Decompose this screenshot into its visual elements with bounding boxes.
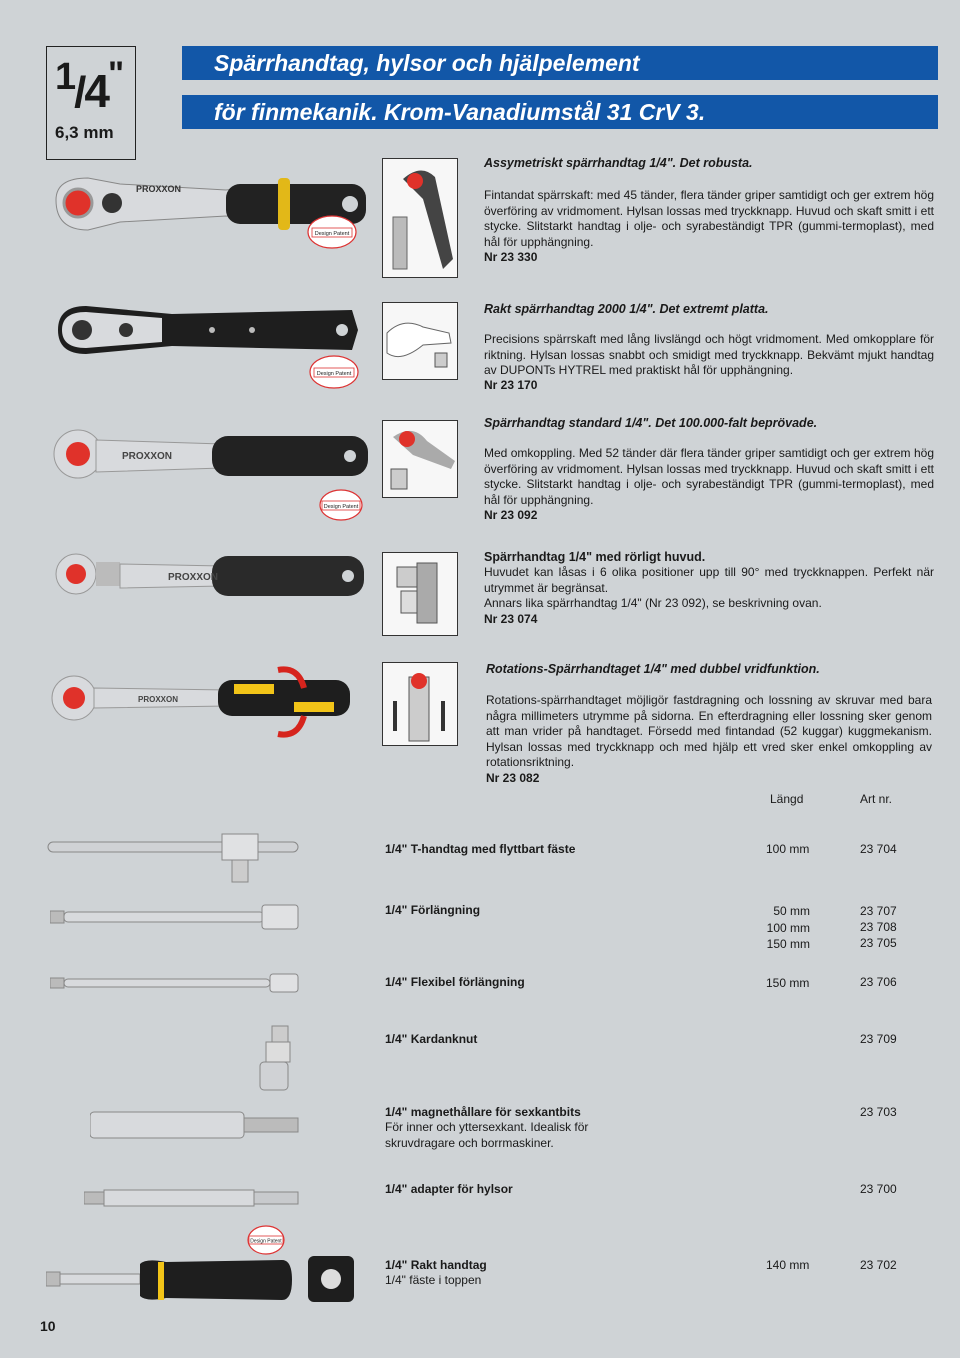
- row-4-name: 1/4" Kardanknut: [385, 1032, 478, 1046]
- row-4-art: 23 709: [860, 1032, 897, 1046]
- inset-photo-3: [382, 420, 458, 498]
- ratchet-standard-image: [52, 424, 372, 492]
- product-5-title: Rotations-Spärrhandtaget 1/4" med dubbel vridfunktion.: [486, 662, 820, 676]
- row-2-length-3: 150 mm: [766, 937, 810, 951]
- product-2-nr: Nr 23 170: [484, 378, 538, 392]
- row-2-name: 1/4" Förlängning: [385, 903, 481, 917]
- row-2-art-2: 23 708: [860, 920, 897, 934]
- product-4-nr: Nr 23 074: [484, 612, 538, 626]
- size-fraction: [55, 55, 122, 118]
- design-patent-badge-4: [246, 1224, 286, 1256]
- ratchet-flexhead-image: [52, 548, 368, 604]
- row-2-art-1: 23 707: [860, 904, 897, 918]
- adapter-image: [84, 1186, 300, 1210]
- product-2-title: Rakt spärrhandtag 2000 1/4". Det extremt platta.: [484, 302, 769, 316]
- inch-mark: ": [107, 55, 123, 93]
- brand-label: PROXXON: [138, 695, 179, 704]
- row-7-name: 1/4" Rakt handtag: [385, 1258, 487, 1272]
- inset-photo-1: [382, 158, 458, 278]
- product-1-nr: Nr 23 330: [484, 250, 538, 264]
- row-2-length-2: 100 mm: [766, 920, 810, 935]
- fraction-slash: /: [74, 68, 85, 117]
- inset-photo-4: [382, 552, 458, 636]
- row-3-length: 150 mm: [766, 976, 810, 990]
- inset-photo-2: [382, 302, 458, 380]
- product-1-title: Assymetriskt spärrhandtag 1/4". Det robusta.: [484, 156, 753, 170]
- design-patent-badge-3: [318, 488, 364, 522]
- fraction-numerator: 1: [55, 56, 75, 98]
- row-3-name: 1/4" Flexibel förlängning: [385, 975, 525, 989]
- row-3-art: 23 706: [860, 975, 897, 989]
- straight-handle-image: [46, 1254, 356, 1306]
- row-5-art: 23 703: [860, 1105, 897, 1119]
- badge-text: Design Patent: [314, 231, 350, 237]
- product-5-description: Rotations-spärrhandtaget möjligör fastdragning och lossning av skruvar med bara några millimeters utrymme på sidorna. En efterdragning eller lossning sker genom att man vrider på handtaget. Försedd med fintandad (52 kuggar) kuggmekanism. Hylsan lossas med tryckknapp och med hjälp ett vred sker enkel omkoppling av rotationsriktning.: [486, 693, 932, 769]
- flexible-extension-image: [50, 970, 300, 996]
- product-2-description: Precisions spärrskaft med lång livslängd och högt vridmoment. Med omkopplare för riktning. Hylsan lossas snabbt och smidigt med tryckknapp. Bekvämt mjukt handtag av DUPONTs HYTREL med praktiskt hål för upphängning.: [484, 332, 934, 377]
- product-4-title: Spärrhandtag 1/4" med rörligt huvud.: [484, 550, 706, 564]
- row-7-art: 23 702: [860, 1258, 897, 1272]
- universal-joint-image: [254, 1024, 298, 1094]
- row-2-length-1: 50 mm: [773, 904, 810, 918]
- badge-text: Design Patent: [316, 371, 352, 377]
- brand-label: PROXXON: [122, 451, 173, 462]
- row-7-sub: 1/4" fäste i toppen: [385, 1273, 482, 1287]
- row-1-name: 1/4" T-handtag med flyttbart fäste: [385, 842, 576, 856]
- row-6-art: 23 700: [860, 1182, 897, 1196]
- product-3-nr: Nr 23 092: [484, 508, 538, 522]
- extension-image: [50, 902, 300, 932]
- design-patent-badge-1: [306, 214, 358, 250]
- row-7-length: 140 mm: [766, 1258, 810, 1272]
- inset-photo-5: [382, 662, 458, 746]
- product-3-description: Med omkoppling. Med 52 tänder där flera tänder griper samtidigt och ger extrem hög överföring av vridmoment. Hylsan lossas med tryckknapp. Huvud och skaft smitt i ett stycke. Slitstarkt handtag i olje- och syrabeständigt TPR (gummi-termoplast), med hål för upphängning.: [484, 446, 934, 507]
- row-5-name: 1/4" magnethållare för sexkantbits: [385, 1105, 581, 1119]
- row-5-sub: För inner och yttersexkant. Idealisk för skruvdragare och borrmaskiner.: [385, 1120, 589, 1150]
- page-number: 10: [40, 1318, 56, 1334]
- brand-label: PROXXON: [168, 572, 219, 583]
- design-patent-badge-2: [308, 354, 360, 390]
- fraction-denominator: 4: [84, 65, 108, 117]
- ratchet-rotation-image: [48, 664, 354, 740]
- magnetic-holder-image: [90, 1108, 300, 1142]
- row-2-arts: [860, 903, 897, 951]
- row-2-art-3: 23 705: [860, 936, 897, 950]
- banner-line-1: Spärrhandtag, hylsor och hjälpelement: [182, 46, 938, 80]
- brand-label: PROXXON: [136, 184, 182, 194]
- row-2-lengths: [740, 903, 810, 953]
- product-4-description: Huvudet kan låsas i 6 olika positioner upp till 90° med tryckknappen. Perfekt när utrymmet är begränsat.: [484, 565, 934, 595]
- badge-text: Design Patent: [250, 1238, 282, 1245]
- column-header-length: Längd: [770, 792, 804, 806]
- row-1-length: 100 mm: [766, 842, 810, 856]
- ratchet-flat-image: [52, 300, 364, 360]
- size-box: [46, 46, 136, 160]
- size-mm: 6,3 mm: [55, 123, 114, 142]
- column-header-art: Art nr.: [860, 792, 893, 806]
- row-6-name: 1/4" adapter för hylsor: [385, 1182, 513, 1196]
- product-1-description: Fintandat spärrskaft: med 45 tänder, flera tänder griper samtidigt och ger extrem hög överföring av vridmoment. Hylsan lossas med tryckknapp. Huvud och skaft smitt i ett stycke. Slitstarkt handtag i olje- och syrabeständigt TPR (gummi-termoplast), med hål för upphängning.: [484, 188, 934, 249]
- product-3-title: Spärrhandtag standard 1/4". Det 100.000-falt beprövade.: [484, 416, 818, 430]
- t-handle-image: [46, 828, 300, 886]
- row-1-art: 23 704: [860, 842, 897, 856]
- badge-text: Design Patent: [323, 504, 359, 510]
- product-5-nr: Nr 23 082: [486, 771, 540, 785]
- product-4-description-2: Annars lika spärrhandtag 1/4" (Nr 23 092), se beskrivning ovan.: [484, 596, 822, 610]
- banner-line-2: för finmekanik. Krom-Vanadiumstål 31 CrV 3.: [182, 95, 938, 129]
